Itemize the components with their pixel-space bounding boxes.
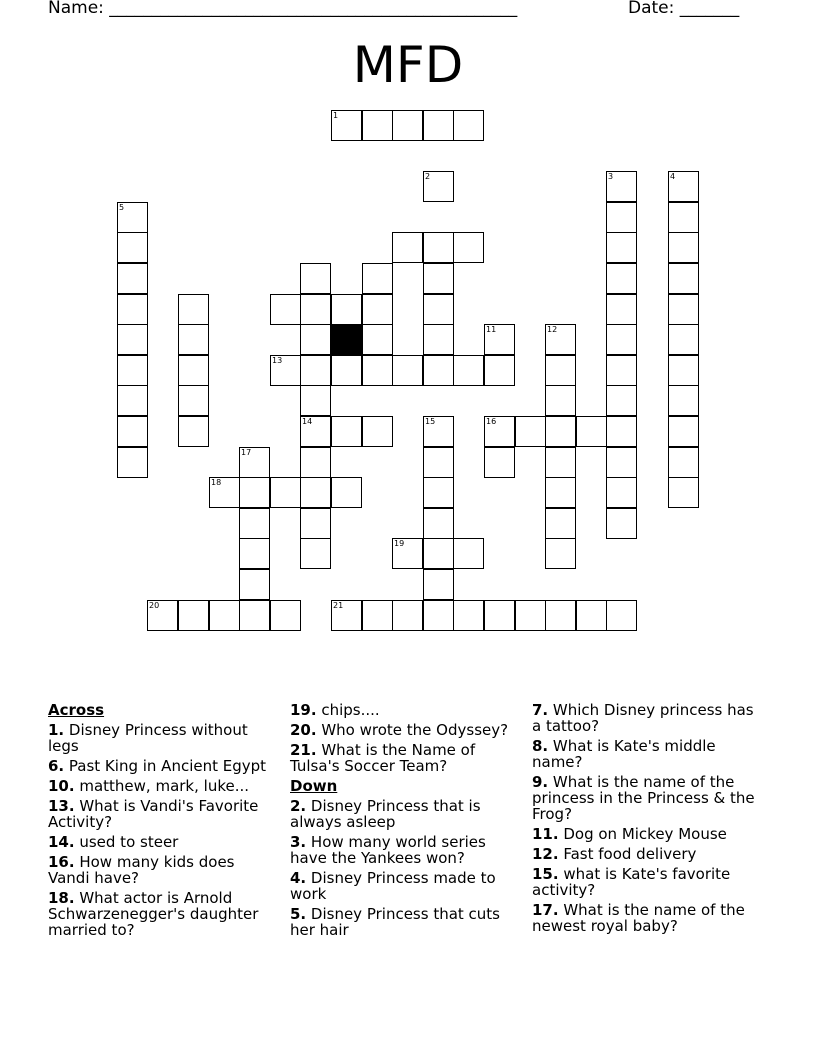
grid-cell[interactable] — [362, 355, 393, 386]
grid-cell[interactable] — [545, 385, 576, 416]
page-title: MFD — [352, 36, 464, 94]
grid-cell[interactable] — [545, 416, 576, 447]
grid-cell[interactable] — [606, 355, 637, 386]
clue-item — [532, 846, 767, 862]
clue-item-text: Disney Princess made to work — [290, 869, 496, 903]
grid-cell[interactable] — [239, 569, 270, 600]
grid-cell[interactable] — [392, 110, 423, 141]
grid-cell[interactable] — [362, 600, 393, 631]
clue-item-number: 20. — [290, 721, 317, 739]
grid-cell[interactable] — [668, 355, 699, 386]
across-heading: Across — [48, 701, 105, 719]
grid-cell[interactable] — [668, 477, 699, 508]
grid-cell[interactable] — [515, 416, 546, 447]
grid-cell[interactable] — [362, 294, 393, 325]
grid-cell[interactable] — [178, 600, 209, 631]
grid-cell[interactable] — [300, 477, 331, 508]
clue-number: 2 — [425, 172, 431, 181]
grid-cell[interactable] — [515, 600, 546, 631]
grid-cell[interactable] — [117, 263, 148, 294]
clue-item-text: what is Kate's favorite activity? — [532, 865, 731, 899]
grid-cell[interactable] — [331, 110, 362, 141]
grid-cell[interactable] — [178, 324, 209, 355]
grid-cell[interactable] — [606, 232, 637, 263]
grid-cell[interactable] — [668, 294, 699, 325]
grid-cell[interactable] — [423, 508, 454, 539]
grid-cell[interactable] — [300, 447, 331, 478]
grid-cell[interactable] — [362, 416, 393, 447]
clue-number: 1 — [333, 111, 339, 120]
grid-cell[interactable] — [239, 538, 270, 569]
grid-cell[interactable] — [392, 232, 423, 263]
clue-number: 12 — [547, 325, 558, 334]
clue-number: 15 — [425, 417, 436, 426]
grid-cell[interactable] — [545, 355, 576, 386]
grid-cell[interactable] — [239, 508, 270, 539]
grid-cell[interactable] — [453, 600, 484, 631]
grid-cell[interactable] — [392, 355, 423, 386]
clue-item-number: 1. — [48, 721, 65, 739]
grid-cell[interactable] — [668, 324, 699, 355]
clue-item-text: What actor is Arnold Schwarzenegger's daughter married to? — [48, 889, 259, 939]
clue-item-text: What is the Name of Tulsa's Soccer Team? — [290, 741, 476, 775]
grid-cell[interactable] — [668, 263, 699, 294]
clue-number: 21 — [333, 601, 344, 610]
grid-cell[interactable] — [668, 202, 699, 233]
grid-cell[interactable] — [606, 385, 637, 416]
grid-cell[interactable] — [362, 263, 393, 294]
clues-column-3 — [532, 702, 767, 938]
grid-cell[interactable] — [545, 600, 576, 631]
grid-cell[interactable] — [423, 171, 454, 202]
clue-number: 17 — [241, 448, 252, 457]
clue-item — [48, 834, 280, 850]
grid-cell[interactable] — [117, 232, 148, 263]
grid-cell[interactable] — [545, 447, 576, 478]
clue-item-number: 11. — [532, 825, 559, 843]
clue-item-number: 3. — [290, 833, 307, 851]
clue-item-number: 6. — [48, 757, 65, 775]
grid-cell[interactable] — [606, 294, 637, 325]
clue-item-text: How many kids does Vandi have? — [48, 853, 235, 887]
clue-item — [290, 742, 520, 774]
grid-cell[interactable] — [300, 355, 331, 386]
clues-column-2 — [290, 702, 520, 942]
grid-cell[interactable] — [423, 355, 454, 386]
clue-item — [290, 906, 520, 938]
across-clue-list — [48, 722, 280, 938]
clue-item-text: Disney Princess without legs — [48, 721, 248, 755]
grid-cell[interactable] — [453, 232, 484, 263]
down-clue-list-continued — [532, 702, 767, 934]
clue-number: 3 — [608, 172, 614, 181]
grid-cell[interactable] — [300, 294, 331, 325]
grid-cell[interactable] — [668, 232, 699, 263]
grid-cell[interactable] — [300, 538, 331, 569]
clue-number: 18 — [211, 478, 222, 487]
grid-cell[interactable] — [270, 355, 301, 386]
clue-item-number: 17. — [532, 901, 559, 919]
clue-item-text: used to steer — [74, 833, 179, 851]
clue-item-number: 21. — [290, 741, 317, 759]
grid-cell[interactable] — [117, 294, 148, 325]
clue-item-number: 15. — [532, 865, 559, 883]
clue-item-number: 18. — [48, 889, 75, 907]
grid-cell[interactable] — [453, 110, 484, 141]
clue-item-number: 9. — [532, 773, 549, 791]
grid-cell[interactable] — [453, 538, 484, 569]
clue-item-text: What is Kate's middle name? — [532, 737, 716, 771]
clue-item — [290, 722, 520, 738]
grid-cell[interactable] — [484, 324, 515, 355]
grid-cell[interactable] — [606, 600, 637, 631]
clue-number: 16 — [486, 417, 497, 426]
grid-cell[interactable] — [484, 447, 515, 478]
grid-cell[interactable] — [423, 447, 454, 478]
grid-cell[interactable] — [668, 385, 699, 416]
grid-cell[interactable] — [209, 477, 240, 508]
grid-cell[interactable] — [117, 202, 148, 233]
clue-item — [532, 738, 767, 770]
clue-item — [48, 854, 280, 886]
grid-cell[interactable] — [300, 416, 331, 447]
clue-item-text: Fast food delivery — [558, 845, 697, 863]
grid-cell[interactable] — [545, 324, 576, 355]
grid-cell[interactable] — [453, 355, 484, 386]
grid-cell[interactable] — [606, 263, 637, 294]
grid-cell[interactable] — [423, 600, 454, 631]
grid-cell[interactable] — [423, 569, 454, 600]
grid-cell[interactable] — [239, 477, 270, 508]
grid-cell[interactable] — [178, 416, 209, 447]
grid-cell[interactable] — [331, 416, 362, 447]
grid-cell[interactable] — [484, 355, 515, 386]
grid-cell[interactable] — [606, 171, 637, 202]
grid-cell[interactable] — [545, 508, 576, 539]
grid-cell[interactable] — [484, 416, 515, 447]
grid-cell[interactable] — [117, 447, 148, 478]
clue-item — [48, 890, 280, 938]
clue-item-text: matthew, mark, luke... — [74, 777, 250, 795]
grid-cell[interactable] — [178, 385, 209, 416]
clue-item — [532, 702, 767, 734]
grid-cell[interactable] — [576, 600, 607, 631]
grid-cell[interactable] — [576, 416, 607, 447]
clue-item — [48, 722, 280, 754]
grid-cell[interactable] — [300, 385, 331, 416]
clue-item — [48, 778, 280, 794]
clue-item — [290, 834, 520, 866]
grid-cell[interactable] — [423, 232, 454, 263]
grid-cell[interactable] — [423, 416, 454, 447]
clue-item-text: Who wrote the Odyssey? — [316, 721, 509, 739]
grid-cell[interactable] — [117, 416, 148, 447]
clue-item-text: Dog on Mickey Mouse — [558, 825, 727, 843]
clue-item — [290, 798, 520, 830]
clue-item-number: 7. — [532, 701, 549, 719]
grid-cell[interactable] — [606, 477, 637, 508]
clue-item — [532, 774, 767, 822]
grid-cell[interactable] — [178, 355, 209, 386]
down-clue-list — [290, 798, 520, 938]
clue-number: 4 — [670, 172, 676, 181]
clue-item-number: 14. — [48, 833, 75, 851]
clue-item-number: 16. — [48, 853, 75, 871]
clue-item — [532, 826, 767, 842]
clue-item-number: 4. — [290, 869, 307, 887]
clue-number: 11 — [486, 325, 497, 334]
clue-item-number: 2. — [290, 797, 307, 815]
grid-cell[interactable] — [362, 324, 393, 355]
date-field-label[interactable]: Date: _______ — [628, 0, 740, 18]
clue-item-text: Disney Princess that is always asleep — [290, 797, 481, 831]
grid-cell[interactable] — [270, 294, 301, 325]
clue-number: 13 — [272, 356, 283, 365]
grid-cell[interactable] — [331, 294, 362, 325]
grid-cell[interactable] — [178, 294, 209, 325]
grid-cell[interactable] — [423, 477, 454, 508]
grid-cell[interactable] — [606, 447, 637, 478]
grid-cell[interactable] — [300, 508, 331, 539]
grid-cell[interactable] — [117, 324, 148, 355]
clue-item-text: Past King in Ancient Egypt — [64, 757, 267, 775]
grid-cell[interactable] — [606, 508, 637, 539]
grid-cell[interactable] — [668, 416, 699, 447]
clue-item-number: 5. — [290, 905, 307, 923]
clue-item — [532, 866, 767, 898]
grid-cell[interactable] — [117, 355, 148, 386]
clue-item — [48, 758, 280, 774]
grid-cell[interactable] — [606, 324, 637, 355]
grid-cell[interactable] — [545, 538, 576, 569]
grid-cell[interactable] — [331, 477, 362, 508]
grid-cell[interactable] — [545, 477, 576, 508]
grid-cell[interactable] — [331, 600, 362, 631]
clues-column-1 — [48, 702, 280, 942]
down-heading: Down — [290, 777, 338, 795]
grid-cell[interactable] — [209, 600, 240, 631]
clue-number: 14 — [302, 417, 313, 426]
grid-cell[interactable] — [362, 110, 393, 141]
grid-cell[interactable] — [484, 600, 515, 631]
grid-cell[interactable] — [300, 324, 331, 355]
name-field-label[interactable]: Name: ________________________________________________ — [48, 0, 518, 18]
clue-item-number: 8. — [532, 737, 549, 755]
clue-item-text: Disney Princess that cuts her hair — [290, 905, 500, 939]
clue-item — [532, 902, 767, 934]
clue-number: 19 — [394, 539, 405, 548]
clue-item-text: How many world series have the Yankees won? — [290, 833, 486, 867]
across-clue-list-continued — [290, 702, 520, 774]
grid-cell[interactable] — [392, 538, 423, 569]
clue-number: 5 — [119, 203, 125, 212]
grid-cell[interactable] — [423, 538, 454, 569]
grid-cell[interactable] — [117, 385, 148, 416]
grid-cell[interactable] — [423, 263, 454, 294]
clue-item-text: What is Vandi's Favorite Activity? — [48, 797, 259, 831]
clue-item — [290, 870, 520, 902]
clue-item-text: What is the name of the newest royal baby? — [532, 901, 745, 935]
black-square — [331, 324, 362, 355]
grid-cell[interactable] — [239, 447, 270, 478]
grid-cell[interactable] — [668, 447, 699, 478]
clue-item-text: Which Disney princess has a tattoo? — [532, 701, 754, 735]
grid-cell[interactable] — [270, 477, 301, 508]
clue-item — [48, 798, 280, 830]
clue-item-number: 19. — [290, 701, 317, 719]
grid-cell[interactable] — [668, 171, 699, 202]
clue-item-number: 13. — [48, 797, 75, 815]
grid-cell[interactable] — [270, 600, 301, 631]
grid-cell[interactable] — [147, 600, 178, 631]
clue-number: 20 — [149, 601, 160, 610]
clue-item-number: 10. — [48, 777, 75, 795]
grid-cell[interactable] — [606, 416, 637, 447]
clue-item-number: 12. — [532, 845, 559, 863]
grid-cell[interactable] — [423, 110, 454, 141]
clue-item-text: chips.... — [316, 701, 380, 719]
clue-item-text: What is the name of the princess in the Princess & the Frog? — [532, 773, 755, 823]
grid-cell[interactable] — [331, 355, 362, 386]
grid-cell[interactable] — [423, 294, 454, 325]
grid-cell[interactable] — [423, 324, 454, 355]
clue-item — [290, 702, 520, 718]
grid-cell[interactable] — [239, 600, 270, 631]
grid-cell[interactable] — [392, 600, 423, 631]
grid-cell[interactable] — [300, 263, 331, 294]
grid-cell[interactable] — [606, 202, 637, 233]
